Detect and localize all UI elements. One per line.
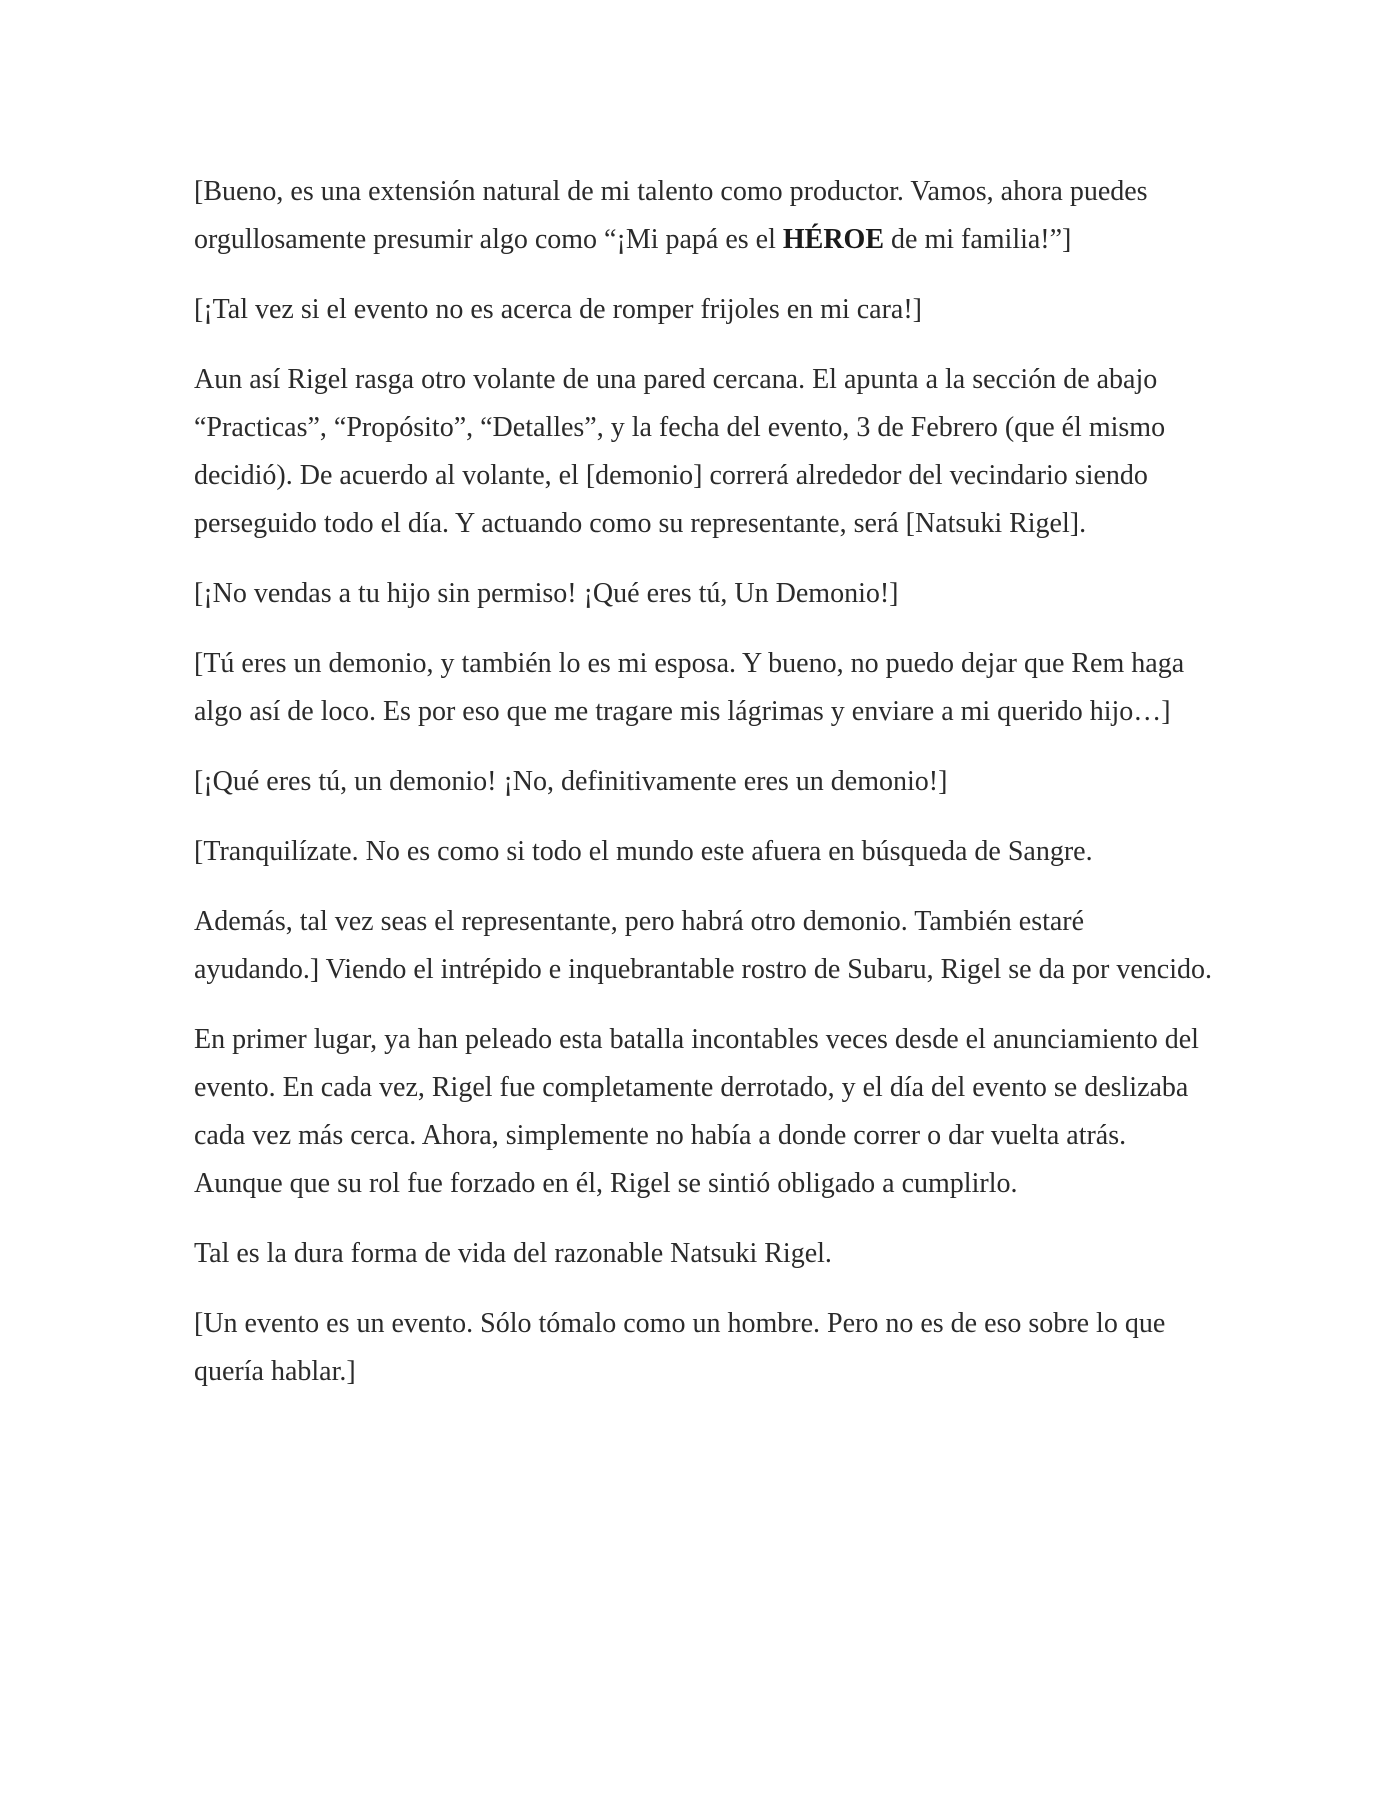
paragraph	[194, 168, 1214, 264]
paragraph: Además, tal vez seas el representante, pero habrá otro demonio. También estaré ayudando.] Viendo el intrépido e inquebrantable rostro de Subaru, Rigel se da por vencido.	[194, 906, 1212, 985]
document-body	[194, 168, 1214, 1418]
paragraph: [¡Qué eres tú, un demonio! ¡No, definitivamente eres un demonio!]	[194, 766, 948, 797]
paragraph: [¡No vendas a tu hijo sin permiso! ¡Qué eres tú, Un Demonio!]	[194, 578, 899, 609]
paragraph-text: de mi familia!”]	[884, 224, 1072, 255]
emphasized-word: HÉROE	[782, 224, 885, 255]
paragraph: Aun así Rigel rasga otro volante de una pared cercana. El apunta a la sección de abajo “Practicas”, “Propósito”, “Detalles”, y la fecha del evento, 3 de Febrero (que él mismo decidió). De acuerdo al volante, el [demonio] correrá alrededor del vecindario siendo perseguido todo el día. Y actuando como su representante, será [Natsuki Rigel].	[194, 364, 1166, 539]
paragraph: [Tranquilízate. No es como si todo el mundo este afuera en búsqueda de Sangre.	[194, 836, 1093, 867]
paragraph: [¡Tal vez si el evento no es acerca de romper frijoles en mi cara!]	[194, 294, 922, 325]
paragraph: Tal es la dura forma de vida del razonable Natsuki Rigel.	[194, 1238, 832, 1269]
paragraph: [Tú eres un demonio, y también lo es mi esposa. Y bueno, no puedo dejar que Rem haga algo así de loco. Es por eso que me tragare mis lágrimas y enviare a mi querido hijo…]	[194, 648, 1185, 727]
paragraph: [Un evento es un evento. Sólo tómalo como un hombre. Pero no es de eso sobre lo que quería hablar.]	[194, 1308, 1166, 1387]
paragraph: En primer lugar, ya han peleado esta batalla incontables veces desde el anunciamiento del evento. En cada vez, Rigel fue completamente derrotado, y el día del evento se deslizaba cada vez más cerca. Ahora, simplemente no había a donde correr o dar vuelta atrás. Aunque que su rol fue forzado en él, Rigel se sintió obligado a cumplirlo.	[194, 1024, 1199, 1199]
paragraph-text: [Bueno, es una extensión natural de mi talento como productor. Vamos, ahora puedes orgullosamente presumir algo como “¡Mi papá es el	[194, 176, 1148, 255]
